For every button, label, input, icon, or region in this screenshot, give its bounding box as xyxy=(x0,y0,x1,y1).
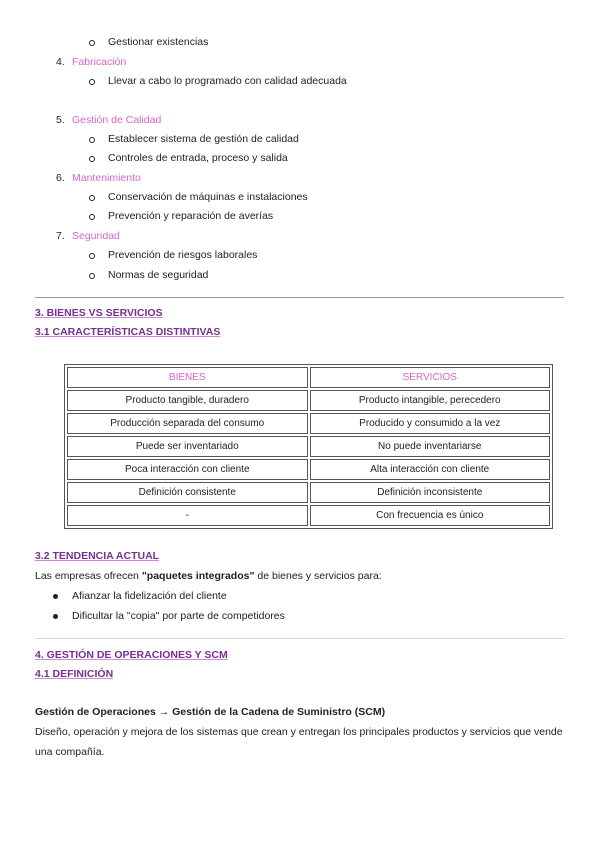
list-title-mantenimiento: Mantenimiento xyxy=(72,172,141,184)
definition-bold-line: Gestión de Operaciones → Gestión de la Cadena de Suministro (SCM) xyxy=(35,706,386,718)
table-cell: Alta interacción con cliente xyxy=(310,459,551,480)
section-heading-bienes-vs-servicios: 3. BIENES VS SERVICIOS xyxy=(35,307,163,319)
table-header-servicios: SERVICIOS xyxy=(310,367,551,388)
list-title-fabricacion: Fabricación xyxy=(72,56,127,68)
list-subitem: Llevar a cabo lo programado con calidad adecuada xyxy=(108,75,347,87)
list-number: 4. xyxy=(56,56,65,68)
table-cell: Producción separada del consumo xyxy=(67,413,308,434)
bullet-item: Afianzar la fidelización del cliente xyxy=(72,590,227,602)
circle-bullet-icon xyxy=(89,214,95,220)
list-subitem: Conservación de máquinas e instalaciones xyxy=(108,191,308,203)
disc-bullet-icon xyxy=(53,594,58,599)
table-row xyxy=(67,505,550,526)
definition-paragraph-line-2: una compañía. xyxy=(35,746,105,758)
section-divider xyxy=(35,638,564,639)
section-heading-gestion-operaciones: 4. GESTIÓN DE OPERACIONES Y SCM xyxy=(35,649,228,661)
table-cell: Producto tangible, duradero xyxy=(67,390,308,411)
table-row xyxy=(67,482,550,503)
table-cell: - xyxy=(67,505,308,526)
subsection-heading-definicion: 4.1 DEFINICIÓN xyxy=(35,668,114,680)
circle-bullet-icon xyxy=(89,137,95,143)
table-row xyxy=(67,436,550,457)
table-cell: Puede ser inventariado xyxy=(67,436,308,457)
subsection-heading-caracteristicas: 3.1 CARACTERÍSTICAS DISTINTIVAS xyxy=(35,326,221,338)
list-title-gestion-calidad: Gestión de Calidad xyxy=(72,114,162,126)
list-subitem: Establecer sistema de gestión de calidad xyxy=(108,133,299,145)
table-cell: Producto intangible, perecedero xyxy=(310,390,551,411)
definition-paragraph-line-1: Diseño, operación y mejora de los sistemas que crean y entregan los principales productos y servicios que vende xyxy=(35,726,563,738)
list-subitem: Prevención de riesgos laborales xyxy=(108,249,258,261)
list-number: 5. xyxy=(56,114,65,126)
subsection-heading-tendencia: 3.2 TENDENCIA ACTUAL xyxy=(35,550,160,562)
table-header-bienes: BIENES xyxy=(67,367,308,388)
circle-bullet-icon xyxy=(89,40,95,46)
list-number: 6. xyxy=(56,172,65,184)
intro-text-end: de bienes y servicios para: xyxy=(254,570,382,582)
list-subitem: Prevención y reparación de averías xyxy=(108,210,274,222)
table-cell: Con frecuencia es único xyxy=(310,505,551,526)
table-cell: Poca interacción con cliente xyxy=(67,459,308,480)
circle-bullet-icon xyxy=(89,253,95,259)
circle-bullet-icon xyxy=(89,195,95,201)
bullet-item: Dificultar la "copia" por parte de competidores xyxy=(72,610,285,622)
list-subitem: Normas de seguridad xyxy=(108,269,209,281)
intro-text: Las empresas ofrecen xyxy=(35,570,142,582)
list-subitem: Gestionar existencias xyxy=(108,36,209,48)
circle-bullet-icon xyxy=(89,79,95,85)
table-header-row xyxy=(67,367,550,388)
table-cell: Definición consistente xyxy=(67,482,308,503)
table-row xyxy=(67,413,550,434)
intro-bold-text: "paquetes integrados" xyxy=(141,570,255,582)
list-title-seguridad: Seguridad xyxy=(72,230,120,242)
table-cell: No puede inventariarse xyxy=(310,436,551,457)
circle-bullet-icon xyxy=(89,273,95,279)
comparison-table xyxy=(64,364,553,529)
section-divider xyxy=(35,297,564,298)
list-subitem: Controles de entrada, proceso y salida xyxy=(108,152,288,164)
table-cell: Producido y consumido a la vez xyxy=(310,413,551,434)
disc-bullet-icon xyxy=(53,614,58,619)
intro-paragraph xyxy=(35,570,382,582)
table-row xyxy=(67,459,550,480)
table-cell: Definición inconsistente xyxy=(310,482,551,503)
table-row xyxy=(67,390,550,411)
circle-bullet-icon xyxy=(89,156,95,162)
list-number: 7. xyxy=(56,230,65,242)
